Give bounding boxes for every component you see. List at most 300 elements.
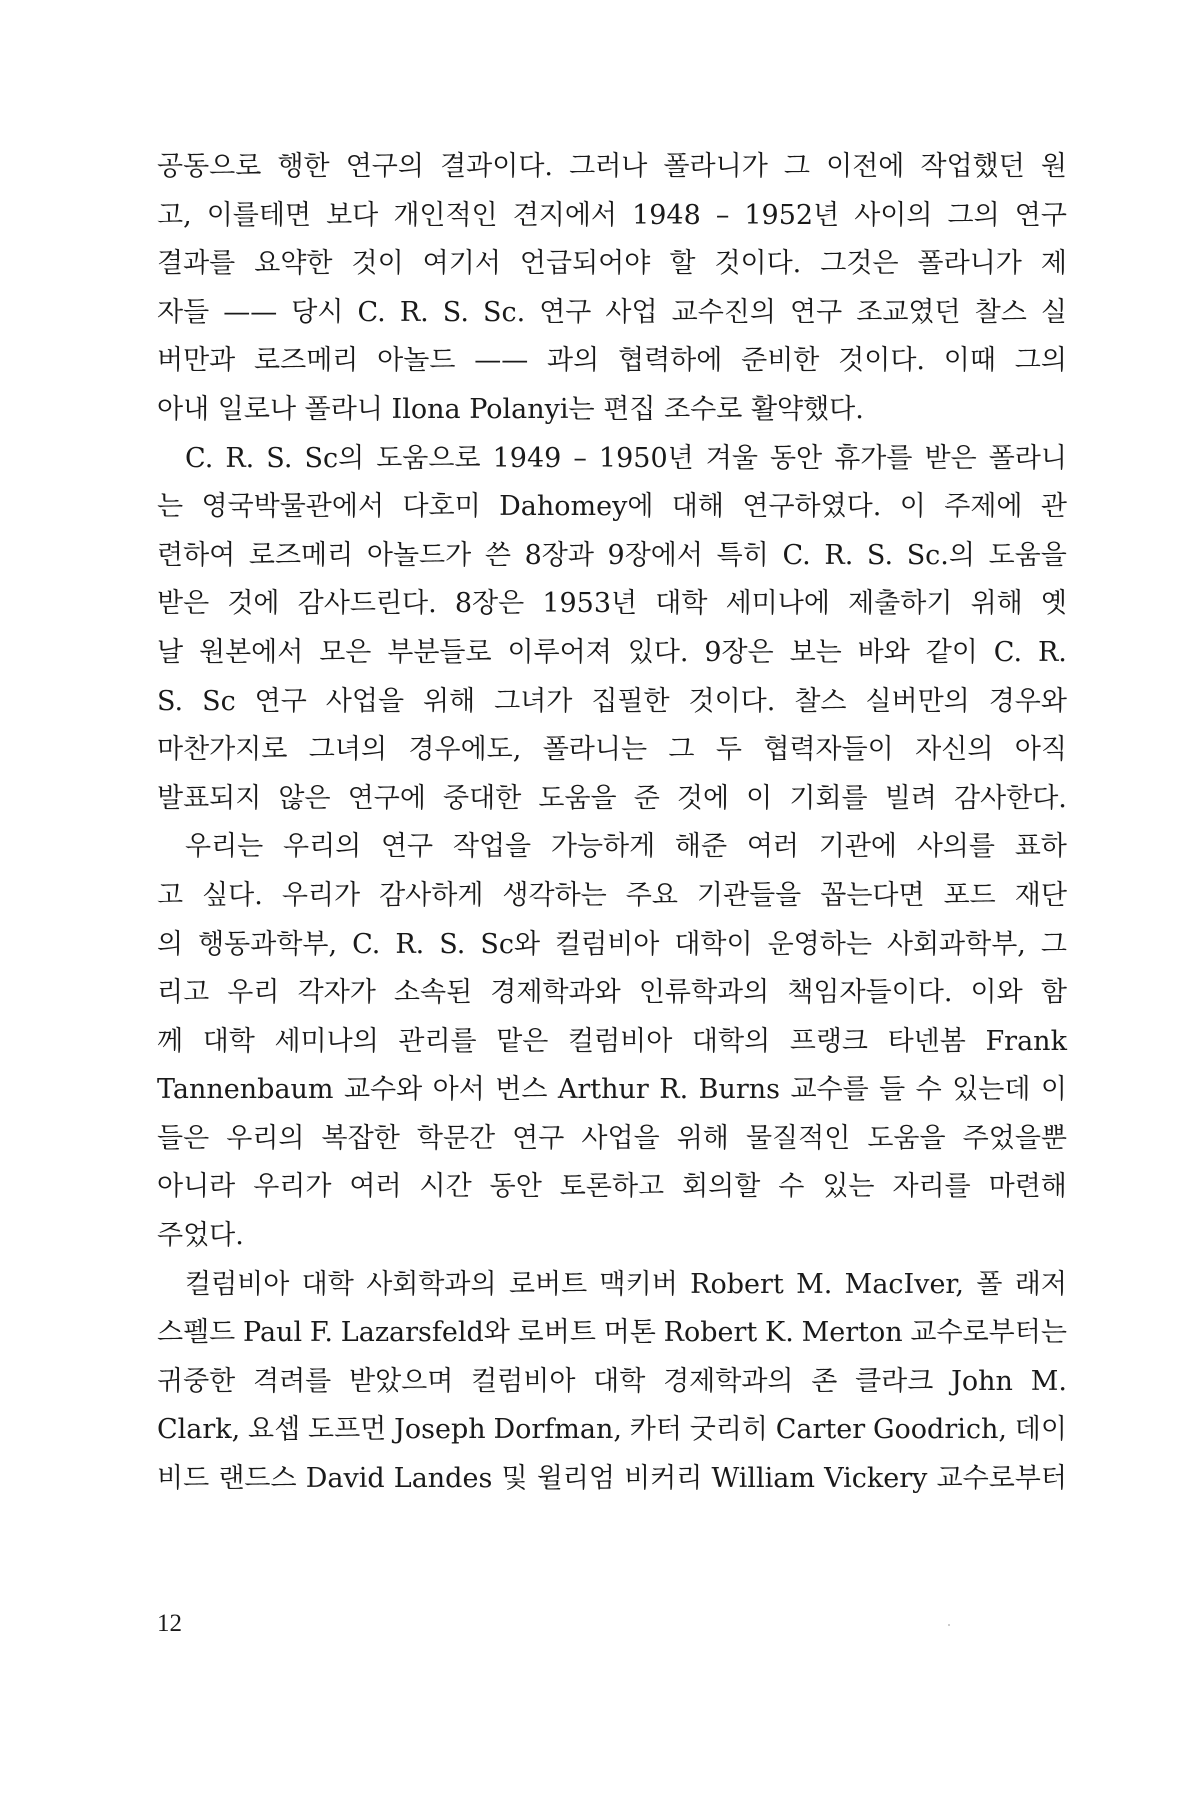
word: 빌려 xyxy=(884,782,937,814)
word: —— xyxy=(474,345,529,377)
word: 랜드스 xyxy=(218,1463,297,1495)
word: Dorfman, xyxy=(493,1414,622,1446)
word: 주었다. xyxy=(157,1220,244,1252)
word: 도움을 xyxy=(988,539,1067,571)
word: 것이다. xyxy=(714,248,802,280)
word: 우리 xyxy=(227,977,280,1009)
word: 그것은 xyxy=(820,248,899,280)
word: 사의를 xyxy=(916,831,995,863)
word: 우리가 xyxy=(253,1171,332,1203)
word: 활약했다. xyxy=(750,393,864,425)
word: 관 xyxy=(1040,491,1067,523)
word: R. xyxy=(824,539,854,571)
word: 모은 xyxy=(319,636,372,668)
word: 도움을 xyxy=(538,782,617,814)
word: 준 xyxy=(633,782,660,814)
word: 조수로 xyxy=(664,393,743,425)
word: 감사한다. xyxy=(953,782,1067,814)
body-text xyxy=(157,143,1067,1504)
word: 귀중한 xyxy=(157,1365,236,1397)
word: 포드 xyxy=(943,879,996,911)
word: 가능하게 xyxy=(550,831,656,863)
word: Merton xyxy=(801,1317,903,1349)
word: Goodrich, xyxy=(872,1414,1007,1446)
word: 사회과학부, xyxy=(886,928,1026,960)
word: Robert xyxy=(663,1317,758,1349)
word: – xyxy=(573,442,587,474)
word: 위해 xyxy=(970,588,1023,620)
word: 같이 xyxy=(925,636,978,668)
word: 원 xyxy=(1040,151,1067,182)
word: 해준 xyxy=(674,831,728,863)
word: 관리를 xyxy=(398,1025,477,1057)
word: 아서 xyxy=(432,1074,485,1106)
word: Carter xyxy=(775,1414,866,1446)
text-line xyxy=(157,726,1067,775)
word: 9장은 xyxy=(704,636,774,668)
text-line xyxy=(157,192,1067,241)
word: 동안 xyxy=(769,442,823,474)
word: 격려를 xyxy=(253,1365,332,1397)
word: 찰스 xyxy=(974,296,1027,328)
word: 맡은 xyxy=(496,1025,549,1057)
word: 요약한 xyxy=(254,248,333,280)
word: 타넨봄 xyxy=(887,1025,966,1057)
word: 폴라니는 xyxy=(542,734,648,766)
word: 는 xyxy=(157,491,184,523)
word: Lazarsfeld와 xyxy=(340,1317,510,1349)
word: Tannenbaum xyxy=(157,1074,334,1106)
word: 수 xyxy=(778,1171,805,1203)
word: 준비한 xyxy=(741,345,820,377)
word: 대학 xyxy=(301,1268,354,1300)
word: 것이 xyxy=(351,248,404,280)
word: 폴라니가 xyxy=(663,151,768,182)
word: Sc의 xyxy=(304,442,365,474)
word: Ilona xyxy=(391,393,461,425)
word: 감사드린다. xyxy=(297,588,437,620)
text-line xyxy=(157,483,1067,532)
word: 8장은 xyxy=(454,588,525,620)
text-line xyxy=(157,872,1067,921)
word: 컬럼비아 xyxy=(567,1025,673,1057)
word: 고, xyxy=(157,199,192,231)
word: 이를테면 xyxy=(206,199,312,231)
word: 컬럼비아 xyxy=(185,1268,290,1300)
word: —— xyxy=(223,296,278,328)
word: R. xyxy=(1037,636,1067,668)
word: 1948 xyxy=(632,199,701,231)
word: 자신의 xyxy=(915,734,994,766)
word: 폴라니가 xyxy=(917,248,1022,280)
word: 로즈메리 xyxy=(254,345,359,377)
word: 교수진의 xyxy=(671,296,776,328)
word: 기관들을 xyxy=(696,879,802,911)
text-line xyxy=(157,1358,1067,1407)
word: 복잡한 xyxy=(321,1122,400,1154)
word: 경우와 xyxy=(988,685,1067,717)
word: 교수를 xyxy=(790,1074,869,1106)
text-line xyxy=(157,969,1067,1018)
word: 협력하에 xyxy=(617,345,723,377)
word: 기회를 xyxy=(789,782,868,814)
word: 실버만의 xyxy=(865,685,970,717)
word: 아내 xyxy=(157,393,210,425)
word: 사업을 xyxy=(325,685,405,717)
text-line xyxy=(157,580,1067,629)
word: Sc. xyxy=(482,296,526,328)
word: Polanyi는 xyxy=(469,393,595,425)
word: 그의 xyxy=(947,199,1000,231)
text-line xyxy=(157,1066,1067,1115)
word: F. xyxy=(309,1317,334,1349)
word: 아니라 xyxy=(157,1171,236,1203)
word: 그러나 xyxy=(569,151,648,182)
word: Frank xyxy=(985,1025,1067,1057)
word: 동안 xyxy=(489,1171,542,1203)
word: 경우에도, xyxy=(408,734,522,766)
word: 우리가 xyxy=(281,879,361,911)
word: 비드 xyxy=(157,1463,210,1495)
word: 않은 xyxy=(278,782,331,814)
word: 연구 xyxy=(254,685,307,717)
word: 있는데 xyxy=(952,1074,1031,1106)
word: 발표되지 xyxy=(157,782,262,814)
text-line xyxy=(157,1406,1067,1455)
text-line xyxy=(157,1115,1067,1164)
word: 영국박물관에서 xyxy=(201,491,385,523)
word: 조교였던 xyxy=(856,296,961,328)
word: 날 xyxy=(157,636,184,668)
word: 이전에 xyxy=(826,151,905,182)
word: 중대한 xyxy=(443,782,522,814)
word: M. xyxy=(1030,1365,1067,1397)
word: 다호미 xyxy=(402,491,481,523)
word: David xyxy=(305,1463,385,1495)
text-line xyxy=(157,1018,1067,1067)
word: 제출하기 xyxy=(848,588,953,620)
word: 기관에 xyxy=(818,831,897,863)
word: 편집 xyxy=(603,393,656,425)
word: C. xyxy=(357,296,386,328)
word: 폴라니 xyxy=(304,393,383,425)
text-line xyxy=(157,386,1067,435)
word: 주제에 xyxy=(944,491,1023,523)
word: 소속된 xyxy=(393,977,473,1009)
word: 이 xyxy=(899,491,926,523)
word: 작업을 xyxy=(452,831,532,863)
word: 우리의 xyxy=(226,1122,305,1154)
word: S. xyxy=(442,296,469,328)
word: 스펠드 xyxy=(157,1317,236,1349)
text-line xyxy=(157,921,1067,970)
word: 그 xyxy=(1040,928,1067,960)
word: 9장에서 xyxy=(607,539,703,571)
word: 원본에서 xyxy=(198,636,304,668)
word: 프랭크 xyxy=(789,1025,868,1057)
word: 연구 xyxy=(790,296,843,328)
word: 마찬가지로 xyxy=(157,734,288,766)
word: 리고 xyxy=(157,977,210,1009)
word: 사회학과의 xyxy=(366,1268,497,1300)
word: 행동과학부, xyxy=(198,928,338,960)
word: 연구 xyxy=(539,296,592,328)
word: Joseph xyxy=(394,1414,486,1446)
word: 8장과 xyxy=(524,539,594,571)
word: 대학 xyxy=(202,1025,255,1057)
word: 그 xyxy=(668,734,695,766)
word: 것에 xyxy=(676,782,730,814)
word: 위해 xyxy=(422,685,476,717)
word: 받은 xyxy=(157,588,210,620)
text-line xyxy=(157,1455,1067,1504)
text-line xyxy=(157,240,1067,289)
word: 버만과 xyxy=(157,345,236,377)
word: 작업했던 xyxy=(920,151,1025,182)
word: 실 xyxy=(1040,296,1067,328)
word: 교수로부터 xyxy=(936,1463,1067,1495)
text-line xyxy=(157,435,1067,484)
word: Landes xyxy=(393,1463,493,1495)
word: 경제학과와 xyxy=(490,977,621,1009)
word: 연구에 xyxy=(347,782,426,814)
word: 할 xyxy=(669,248,696,280)
word: 견지에서 xyxy=(512,199,618,231)
word: 연구하였다. xyxy=(742,491,882,523)
word: 개인적인 xyxy=(393,199,498,231)
word: 1950년 xyxy=(598,442,694,474)
word: 마련해 xyxy=(988,1171,1067,1203)
word: 연구 xyxy=(380,831,434,863)
word: 꼽는다면 xyxy=(820,879,925,911)
word: K. xyxy=(765,1317,794,1349)
text-line xyxy=(157,823,1067,872)
word: 우리는 xyxy=(185,831,264,863)
word: 및 xyxy=(501,1463,528,1495)
word: R. xyxy=(395,928,425,960)
word: 련하여 xyxy=(157,539,236,571)
word: Robert xyxy=(690,1268,784,1300)
word: 대학의 xyxy=(691,1025,771,1057)
word: 로버트 xyxy=(517,1317,596,1349)
word: 두 xyxy=(715,734,742,766)
word: 자리를 xyxy=(892,1171,971,1203)
word: 찰스 xyxy=(794,685,847,717)
word: 주었을뿐 xyxy=(962,1122,1067,1154)
word: Sc xyxy=(202,685,236,717)
word: 1949 xyxy=(492,442,562,474)
word: 언급되어야 xyxy=(519,248,651,280)
word: 토론하고 xyxy=(559,1171,665,1203)
word: 보다 xyxy=(326,199,379,231)
word: 우리의 xyxy=(282,831,362,863)
word: 것에 xyxy=(227,588,280,620)
text-line xyxy=(157,143,1067,192)
text-line xyxy=(157,1163,1067,1212)
word: 학문간 xyxy=(416,1122,496,1154)
word: 대학이 xyxy=(674,928,753,960)
word: 결과이다. xyxy=(440,151,553,182)
word: 세미나에 xyxy=(725,588,830,620)
word: 협력자들이 xyxy=(763,734,894,766)
word: 과의 xyxy=(547,345,600,377)
word: 보는 xyxy=(789,636,842,668)
word: 아놀드 xyxy=(377,345,456,377)
word: John xyxy=(951,1365,1013,1397)
word: 그녀가 xyxy=(494,685,573,717)
word: 머톤 xyxy=(603,1317,656,1349)
word: Clark, xyxy=(157,1414,241,1446)
word: Vickery xyxy=(824,1463,928,1495)
word: 위해 xyxy=(676,1122,729,1154)
word: 도프먼 xyxy=(308,1414,387,1446)
word: 회의할 xyxy=(682,1171,761,1203)
word: 대해 xyxy=(671,491,724,523)
word: 아직 xyxy=(1014,734,1067,766)
word: 물질적인 xyxy=(745,1122,851,1154)
word: MacIver, xyxy=(844,1268,964,1300)
word: R. xyxy=(225,442,255,474)
word: 생각하는 xyxy=(502,879,607,911)
word: 여러 xyxy=(746,831,799,863)
word: R. xyxy=(659,1074,689,1106)
word: S. xyxy=(157,685,184,717)
word: 집필한 xyxy=(591,685,670,717)
word: 특히 xyxy=(716,539,769,571)
word: Sc와 xyxy=(480,928,541,960)
word: 휴가를 xyxy=(834,442,913,474)
word: 바와 xyxy=(857,636,910,668)
word: 받았으며 xyxy=(349,1365,454,1397)
word: Paul xyxy=(243,1317,303,1349)
word: 각자가 xyxy=(297,977,376,1009)
word: 여기서 xyxy=(422,248,501,280)
text-line xyxy=(157,1212,1067,1261)
word: 번스 xyxy=(495,1074,548,1106)
word: 로버트 xyxy=(508,1268,588,1300)
text-line xyxy=(157,289,1067,338)
word: 그 xyxy=(783,151,810,182)
word: 감사하게 xyxy=(379,879,484,911)
word: 존 xyxy=(811,1365,838,1397)
word: 카터 xyxy=(629,1414,682,1446)
word: William xyxy=(711,1463,815,1495)
word: 재단 xyxy=(1014,879,1067,911)
word: 그의 xyxy=(1014,345,1067,377)
text-line xyxy=(157,1309,1067,1358)
word: 사업 xyxy=(605,296,658,328)
word: 주요 xyxy=(625,879,678,911)
text-line xyxy=(157,775,1067,824)
word: 쓴 xyxy=(484,539,511,571)
word: 교수로부터는 xyxy=(910,1317,1067,1349)
word: S. xyxy=(866,539,894,571)
word: 있는 xyxy=(822,1171,875,1203)
word: 그녀의 xyxy=(308,734,388,766)
word: 컬럼비아 xyxy=(471,1365,576,1397)
word: 아놀드가 xyxy=(366,539,472,571)
word: 책임자들이다. xyxy=(787,977,953,1009)
word: C. xyxy=(352,928,381,960)
word: 들은 xyxy=(157,1122,210,1154)
word: M. xyxy=(796,1268,833,1300)
word: 대학 xyxy=(593,1365,646,1397)
word: 굿리히 xyxy=(689,1414,768,1446)
word: 이 xyxy=(1040,1074,1067,1106)
word: 여러 xyxy=(349,1171,402,1203)
word: S. xyxy=(266,442,293,474)
word: 폴라니 xyxy=(988,442,1067,474)
word: 결과를 xyxy=(157,248,236,280)
word: 것이다. xyxy=(838,345,925,377)
word: 옛 xyxy=(1040,588,1067,620)
word: 시간 xyxy=(419,1171,472,1203)
word: 받은 xyxy=(924,442,977,474)
word: 래저 xyxy=(1014,1268,1067,1300)
word: 사이의 xyxy=(854,199,933,231)
word: – xyxy=(715,199,730,231)
word: 제 xyxy=(1040,248,1067,280)
word: 이때 xyxy=(943,345,996,377)
word: R. xyxy=(399,296,429,328)
word: 싶다. xyxy=(202,879,263,911)
word: 연구 xyxy=(512,1122,565,1154)
word: 께 xyxy=(157,1025,184,1057)
speck-mark xyxy=(948,1624,950,1626)
word: 세미나의 xyxy=(274,1025,379,1057)
word: 윌리엄 xyxy=(536,1463,615,1495)
word: 비커리 xyxy=(624,1463,703,1495)
word: 일로나 xyxy=(217,393,297,425)
word: C. xyxy=(993,636,1023,668)
text-line xyxy=(157,337,1067,386)
word: 이 xyxy=(746,782,773,814)
word: 이루어져 xyxy=(507,636,612,668)
word: 도움으로 xyxy=(376,442,481,474)
word: 클라크 xyxy=(855,1365,934,1397)
word: 것이다. xyxy=(688,685,776,717)
word: Arthur xyxy=(557,1074,649,1106)
word: 대학 xyxy=(655,588,708,620)
word: 함 xyxy=(1040,977,1067,1009)
word: 교수와 xyxy=(343,1074,423,1106)
word: 인류학과의 xyxy=(638,977,770,1009)
word: Sc.의 xyxy=(906,539,975,571)
word: 표하 xyxy=(1014,831,1067,863)
word: 1952년 xyxy=(744,199,840,231)
word: 폴 xyxy=(976,1268,1003,1300)
word: Burns xyxy=(698,1074,781,1106)
word: 부분들로 xyxy=(387,636,492,668)
word: Dahomey에 xyxy=(499,491,654,523)
word: 들 xyxy=(879,1074,906,1106)
page-number: 12 xyxy=(157,1610,182,1637)
word: 의 xyxy=(157,928,184,960)
word: 고 xyxy=(157,879,184,911)
word: 이와 xyxy=(970,977,1023,1009)
word: 공동으로 xyxy=(157,151,262,182)
text-line xyxy=(157,532,1067,581)
word: 데이 xyxy=(1014,1414,1067,1446)
word: 연구 xyxy=(1014,199,1067,231)
word: 연구의 xyxy=(345,151,424,182)
word: S. xyxy=(439,928,466,960)
word: 경제학과의 xyxy=(663,1365,794,1397)
word: 당시 xyxy=(291,296,344,328)
word: 운영하는 xyxy=(767,928,872,960)
word: 컬럼비아 xyxy=(555,928,660,960)
text-line xyxy=(157,678,1067,727)
